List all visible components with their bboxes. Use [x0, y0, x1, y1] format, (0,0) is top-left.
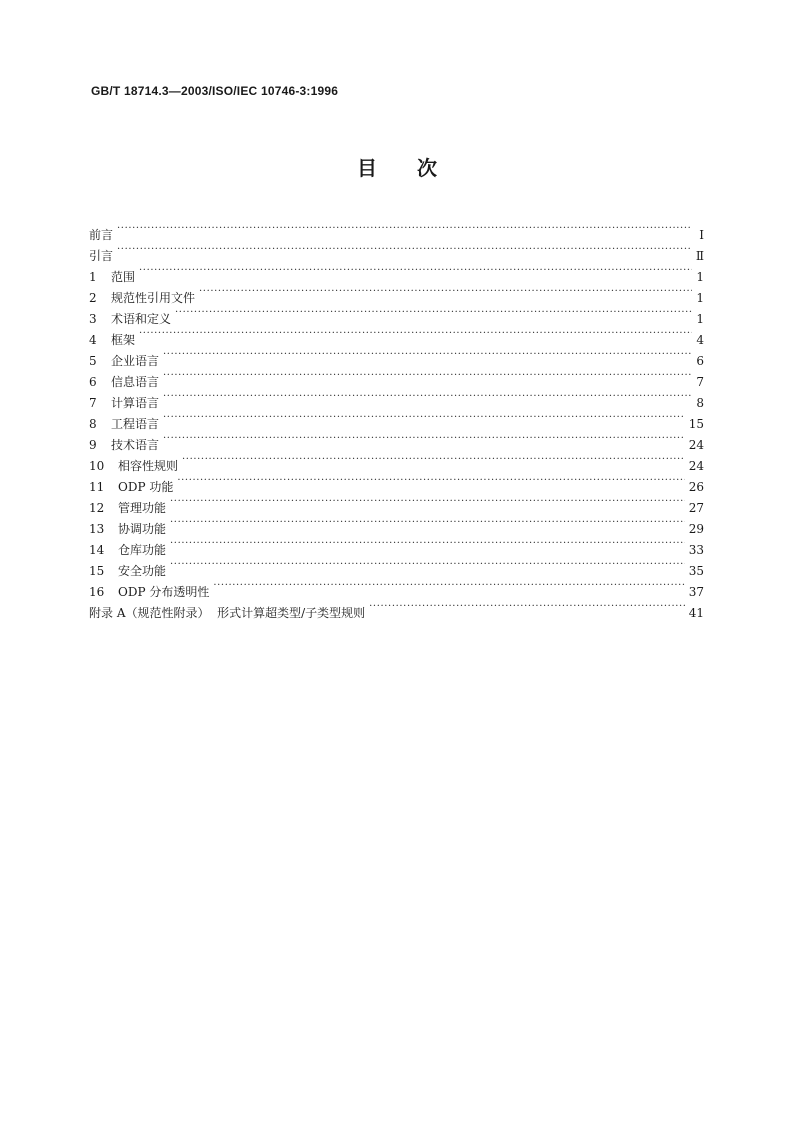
toc-page-number: 15: [688, 417, 704, 431]
toc-label: ODP 分布透明性: [118, 585, 210, 599]
toc-page-number: 1: [696, 312, 704, 326]
toc-section-number: 6: [89, 375, 97, 389]
toc-label: 范围: [111, 270, 136, 284]
toc-label: 引言: [89, 249, 114, 263]
toc-label: 信息语言: [111, 375, 160, 389]
toc-entry-3[interactable]: [89, 302, 704, 326]
toc-entry-5[interactable]: [89, 344, 704, 368]
toc-label: 仓库功能: [118, 543, 167, 557]
toc-label: 技术语言: [111, 438, 160, 452]
toc-page-number: 24: [688, 438, 704, 452]
toc-section-number: 1: [89, 270, 97, 284]
toc-entry-8[interactable]: [89, 407, 704, 431]
toc-section-number: 14: [89, 543, 105, 557]
toc-section-number: 4: [89, 333, 97, 347]
toc-entry-11[interactable]: [89, 470, 704, 494]
toc-entry-12[interactable]: [89, 491, 704, 515]
title-char-2: 次: [417, 156, 437, 180]
toc-entry-14[interactable]: [89, 533, 704, 557]
title-char-1: 目: [357, 156, 377, 180]
toc-label: 管理功能: [118, 501, 167, 515]
toc-page-number: 24: [688, 459, 704, 473]
toc-dot-leader: [117, 218, 692, 239]
toc-dot-leader: [117, 239, 692, 260]
toc-page-number: 6: [696, 354, 704, 368]
toc-page-number: Ⅱ: [695, 249, 704, 263]
toc-section-number: 3: [89, 312, 97, 326]
toc-section-number: 5: [89, 354, 97, 368]
table-of-contents: [89, 218, 704, 620]
toc-entry-16[interactable]: [89, 575, 704, 599]
toc-dot-leader: [170, 554, 685, 575]
toc-label: ODP 功能: [118, 480, 174, 494]
toc-label: 附录 A（规范性附录） 形式计算超类型/子类型规则: [89, 606, 366, 620]
toc-entry-15[interactable]: [89, 554, 704, 578]
toc-label: 前言: [89, 228, 114, 242]
page-title: [0, 152, 794, 181]
toc-entry-introduction[interactable]: [89, 239, 704, 263]
toc-page-number: 29: [688, 522, 704, 536]
toc-entry-4[interactable]: [89, 323, 704, 347]
toc-dot-leader: [163, 428, 685, 449]
toc-dot-leader: [163, 407, 685, 428]
toc-entry-10[interactable]: [89, 449, 704, 473]
toc-section-number: 12: [89, 501, 105, 515]
toc-page-number: 35: [688, 564, 704, 578]
toc-dot-leader: [170, 512, 685, 533]
toc-dot-leader: [175, 302, 692, 323]
toc-page-number: 7: [696, 375, 704, 389]
toc-dot-leader: [177, 470, 684, 491]
toc-dot-leader: [170, 533, 685, 554]
toc-entry-9[interactable]: [89, 428, 704, 452]
toc-label: 企业语言: [111, 354, 160, 368]
toc-dot-leader: [369, 596, 685, 617]
toc-entry-foreword[interactable]: [89, 218, 704, 242]
toc-section-number: 8: [89, 417, 97, 431]
toc-dot-leader: [182, 449, 685, 470]
toc-page-number: 33: [688, 543, 704, 557]
toc-section-number: 16: [89, 585, 105, 599]
toc-page-number: 1: [696, 291, 704, 305]
toc-section-number: 13: [89, 522, 105, 536]
toc-section-number: 10: [89, 459, 105, 473]
toc-section-number: 11: [89, 480, 105, 494]
toc-entry-13[interactable]: [89, 512, 704, 536]
toc-label: 相容性规则: [118, 459, 179, 473]
toc-page-number: Ⅰ: [699, 228, 704, 242]
toc-entry-7[interactable]: [89, 386, 704, 410]
toc-section-number: 7: [89, 396, 97, 410]
toc-page-number: 26: [688, 480, 704, 494]
toc-page-number: 1: [696, 270, 704, 284]
toc-dot-leader: [139, 323, 692, 344]
toc-label: 框架: [111, 333, 136, 347]
toc-entry-1[interactable]: [89, 260, 704, 284]
toc-section-number: 9: [89, 438, 97, 452]
toc-label: 工程语言: [111, 417, 160, 431]
toc-page-number: 4: [696, 333, 704, 347]
toc-page-number: 27: [688, 501, 704, 515]
toc-page-number: 41: [688, 606, 704, 620]
toc-dot-leader: [163, 365, 692, 386]
toc-label: 安全功能: [118, 564, 167, 578]
toc-page-number: 8: [696, 396, 704, 410]
toc-section-number: 2: [89, 291, 97, 305]
toc-label: 协调功能: [118, 522, 167, 536]
toc-dot-leader: [170, 491, 685, 512]
toc-label: 计算语言: [111, 396, 160, 410]
toc-label: 规范性引用文件: [111, 291, 196, 305]
toc-dot-leader: [199, 281, 692, 302]
toc-section-number: 15: [89, 564, 105, 578]
toc-entry-6[interactable]: [89, 365, 704, 389]
standard-code-header: GB/T 18714.3—2003/ISO/IEC 10746-3:1996: [91, 84, 339, 98]
toc-entry-2[interactable]: [89, 281, 704, 305]
toc-dot-leader: [163, 344, 692, 365]
toc-dot-leader: [139, 260, 692, 281]
toc-dot-leader: [213, 575, 684, 596]
toc-dot-leader: [163, 386, 692, 407]
toc-label: 术语和定义: [111, 312, 172, 326]
toc-page-number: 37: [688, 585, 704, 599]
